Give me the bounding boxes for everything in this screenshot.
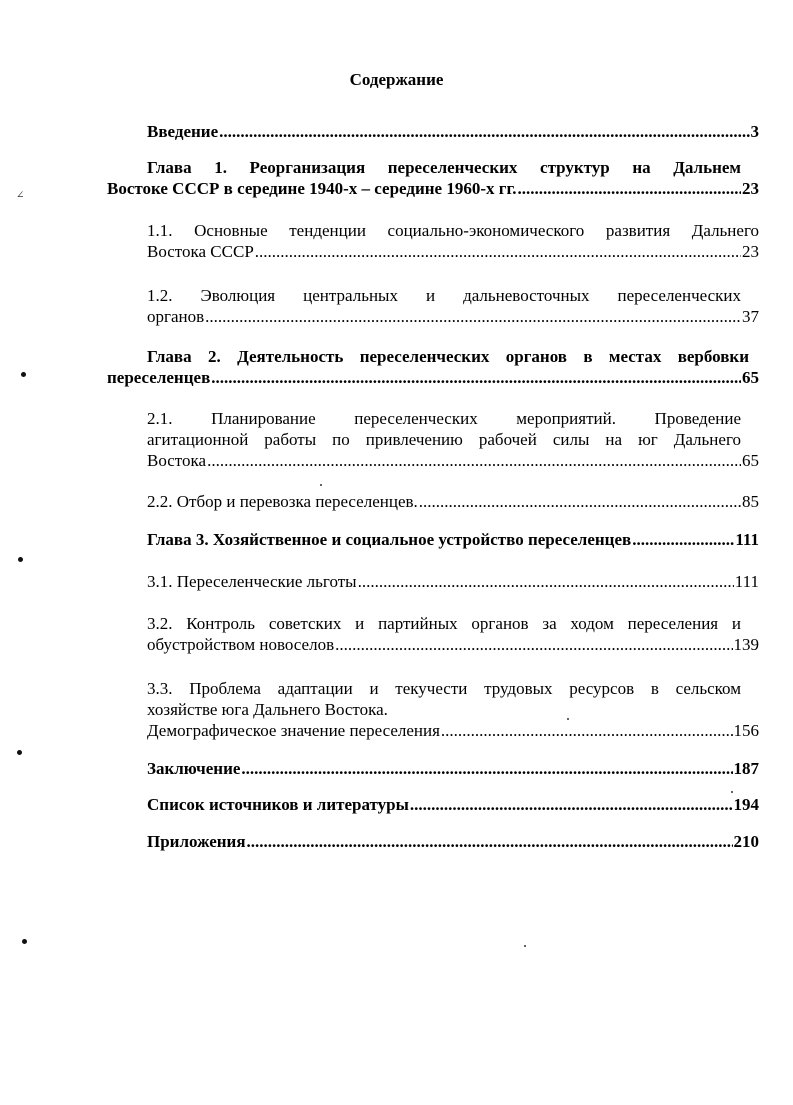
toc-entry-section-2-2: [147, 491, 759, 512]
toc-entry-text-line: хозяйстве юга Дальнего Востока.: [147, 700, 388, 719]
toc-entry-chapter-2: [107, 346, 759, 388]
toc-page-number: 23: [742, 242, 759, 261]
toc-entry-title: Список источников и литературы: [147, 795, 409, 814]
toc-line: [147, 450, 759, 471]
dot-leader: [419, 491, 741, 512]
dot-leader: [205, 306, 741, 327]
scan-artifact-speck: [17, 750, 22, 755]
toc-page-number: 37: [742, 307, 759, 326]
toc-entry-text-line: 3.3. Проблема адаптации и текучести трудовых ресурсов в сельском: [147, 679, 741, 698]
toc-line: [147, 831, 759, 852]
toc-page-number: 85: [742, 492, 759, 511]
dot-leader: [335, 634, 732, 655]
toc-page-number: 139: [733, 635, 759, 654]
toc-page-number: 3: [750, 122, 759, 141]
toc-entry-title: Востока СССР: [147, 242, 254, 261]
scan-artifact-speck: [18, 557, 23, 562]
toc-page-number: 194: [733, 795, 759, 814]
toc-entry-title: 3.1. Переселенческие льготы: [147, 572, 357, 591]
toc-entry-title: 2.2. Отбор и перевозка переселенцев.: [147, 492, 418, 511]
toc-page-number: 210: [733, 832, 759, 851]
dot-leader: [219, 121, 749, 142]
dot-leader: [410, 794, 733, 815]
toc-entry-section-3-1: [147, 571, 759, 592]
toc-line: [147, 121, 759, 142]
toc-entry-title: Глава 3. Хозяйственное и социальное устройство переселенцев: [147, 530, 632, 549]
scan-artifact-speck: [21, 372, 26, 377]
toc-entry-title: Заключение: [147, 759, 241, 778]
toc-page-number: 111: [735, 530, 759, 549]
toc-line: [147, 306, 759, 327]
toc-line: [147, 758, 759, 779]
toc-entry-section-2-1: [147, 408, 759, 471]
toc-entry-text-line: Глава 1. Реорганизация переселенческих структур на Дальнем: [147, 158, 741, 177]
toc-entry-conclusion: [147, 758, 759, 779]
toc-page-number: 111: [734, 572, 759, 591]
toc-entry-text-line: 1.1. Основные тенденции социально-экономического развития Дальнего: [147, 221, 759, 240]
scan-artifact-speck: [731, 791, 733, 793]
dot-leader: [632, 529, 734, 550]
toc-page-number: 156: [733, 721, 759, 740]
toc-entry-chapter-3: [147, 529, 759, 550]
toc-entry-title: Введение: [147, 122, 219, 141]
dot-leader: [441, 720, 733, 741]
toc-entry-title: Приложения: [147, 832, 246, 851]
dot-leader: [211, 367, 741, 388]
toc-line: [147, 634, 759, 655]
dot-leader: [358, 571, 734, 592]
scan-artifact-mark: ∠: [16, 190, 25, 201]
dot-leader: [255, 241, 741, 262]
toc-line: [107, 178, 759, 199]
toc-line: [107, 367, 759, 388]
scan-artifact-speck: [567, 718, 569, 720]
toc-line: [147, 720, 759, 741]
toc-line: [147, 491, 759, 512]
toc-page-number: 187: [733, 759, 759, 778]
toc-line: [147, 241, 759, 262]
toc-page-number: 65: [742, 368, 759, 387]
toc-entry-section-1-2: [147, 285, 759, 327]
toc-entry-text-line: агитационной работы по привлечению рабочей силы на юг Дальнего: [147, 430, 741, 449]
dot-leader: [518, 178, 741, 199]
toc-entry-title: Демографическое значение переселения: [147, 721, 440, 740]
toc-entry-introduction: [147, 121, 759, 142]
scan-artifact-speck: [22, 939, 27, 944]
toc-entry-title: Востока: [147, 451, 207, 470]
toc-page-number: 23: [742, 179, 759, 198]
toc-page-number: 65: [742, 451, 759, 470]
toc-line: [147, 571, 759, 592]
toc-entry-section-3-2: [147, 613, 759, 655]
toc-entry-section-3-3: [147, 678, 759, 741]
toc-entry-title: Востоке СССР в середине 1940-х – середине 1960-х гг.: [107, 179, 517, 198]
toc-entry-references: [147, 794, 759, 815]
toc-entry-text-line: Глава 2. Деятельность переселенческих органов в местах вербовки: [147, 347, 749, 366]
dot-leader: [207, 450, 741, 471]
toc-entry-title: переселенцев: [107, 368, 211, 387]
toc-entry-chapter-1: [107, 157, 759, 199]
scan-artifact-speck: [524, 945, 526, 947]
dot-leader: [241, 758, 732, 779]
scan-artifact-speck: [320, 484, 322, 486]
toc-entry-text-line: 2.1. Планирование переселенческих мероприятий. Проведение: [147, 409, 741, 428]
dot-leader: [247, 831, 733, 852]
toc-entry-title: органов: [147, 307, 205, 326]
toc-entry-appendices: [147, 831, 759, 852]
toc-entry-text-line: 1.2. Эволюция центральных и дальневосточных переселенческих: [147, 286, 741, 305]
toc-entry-section-1-1: [147, 220, 759, 262]
page-title: Содержание: [349, 70, 444, 89]
toc-line: [147, 794, 759, 815]
toc-entry-title: обустройством новоселов: [147, 635, 335, 654]
toc-line: [147, 529, 759, 550]
toc-entry-text-line: 3.2. Контроль советских и партийных органов за ходом переселения и: [147, 614, 741, 633]
